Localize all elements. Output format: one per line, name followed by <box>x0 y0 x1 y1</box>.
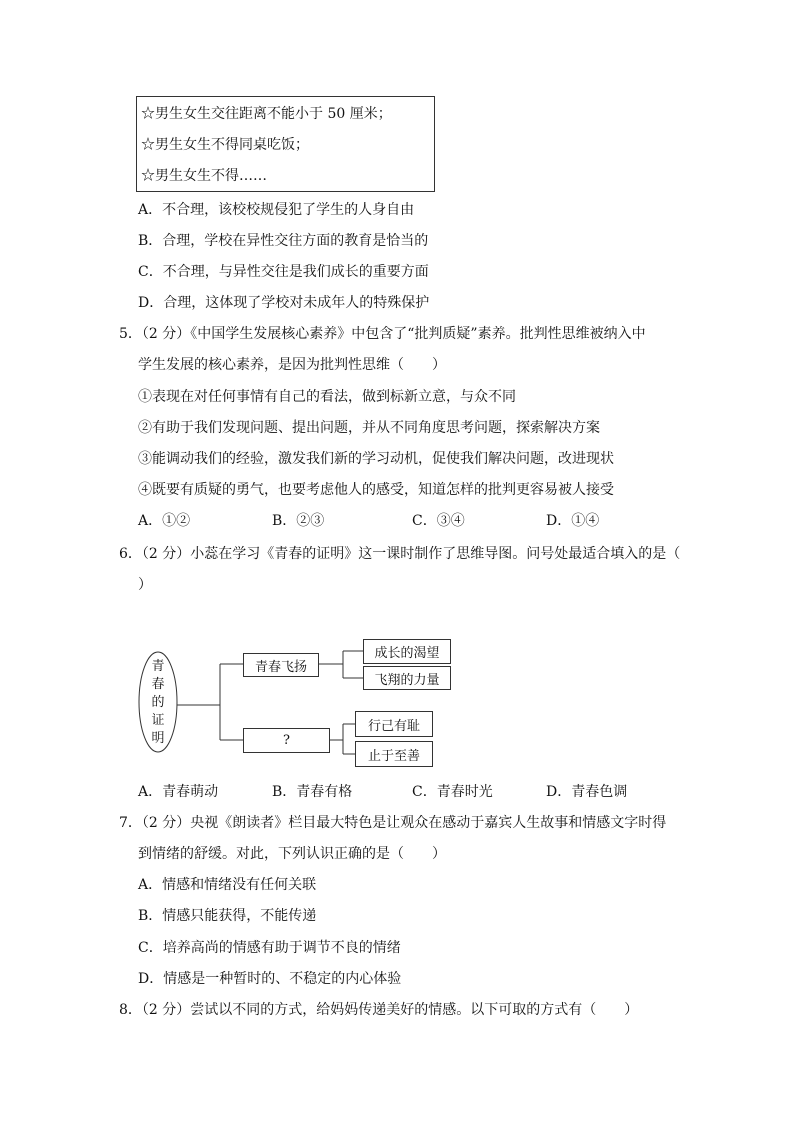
root-char: 的 <box>151 695 165 710</box>
root-char: 春 <box>151 677 165 692</box>
q7-stem-line1: 7．（2 分）央视《朗读者》栏目最大特色是让观众在感动于嘉宾人生故事和情感文字时得 <box>119 815 667 831</box>
q6-option-a[interactable]: A．青春萌动 <box>138 784 219 800</box>
branch-2-node-unknown: ? <box>243 728 330 753</box>
q7-option-b[interactable]: B．情感只能获得，不能传递 <box>138 908 317 924</box>
q5-item-3: ③能调动我们的经验，激发我们新的学习动机，促使我们解决问题，改进现状 <box>138 451 614 467</box>
root-char: 证 <box>151 713 165 728</box>
branch-1-leaf-2: 飞翔的力量 <box>363 666 451 690</box>
q6-option-c[interactable]: C．青春时光 <box>412 784 493 800</box>
q5-item-1: ①表现在对任何事情有自己的看法，做到标新立意，与众不同 <box>138 389 516 405</box>
school-rules-box <box>136 96 435 192</box>
q4-option-c[interactable]: C．不合理，与异性交往是我们成长的重要方面 <box>138 264 429 280</box>
q4-option-b[interactable]: B．合理，学校在异性交往方面的教育是恰当的 <box>138 233 429 249</box>
q6-stem-line2: ） <box>138 577 152 593</box>
q5-option-d[interactable]: D．①④ <box>546 513 600 529</box>
q5-option-a[interactable]: A．①② <box>138 513 191 529</box>
q6-stem-line1: 6．（2 分）小蕊在学习《青春的证明》这一课时制作了思维导图。问号处最适合填入的是（ <box>119 546 681 562</box>
q5-option-c[interactable]: C．③④ <box>412 513 465 529</box>
q6-option-d[interactable]: D．青春色调 <box>546 784 628 800</box>
q6-option-b[interactable]: B．青春有格 <box>272 784 353 800</box>
q5-item-2: ②有助于我们发现问题、提出问题，并从不同角度思考问题，探索解决方案 <box>138 420 600 436</box>
q4-option-d[interactable]: D．合理，这体现了学校对未成年人的特殊保护 <box>138 295 430 311</box>
branch-1-leaf-1: 成长的渴望 <box>363 639 451 664</box>
branch-2-leaf-1: 行己有耻 <box>355 711 433 737</box>
q5-item-4: ④既要有质疑的勇气，也要考虑他人的感受，知道怎样的批判更容易被人接受 <box>138 482 614 498</box>
q5-stem-line2: 学生发展的核心素养，是因为批判性思维（ ） <box>138 357 446 373</box>
q5-option-b[interactable]: B．②③ <box>272 513 325 529</box>
rule-line: ☆男生女生不得…… <box>141 168 267 184</box>
q8-stem-line1: 8．（2 分）尝试以不同的方式，给妈妈传递美好的情感。以下可取的方式有（ ） <box>119 1002 639 1018</box>
q5-stem-line1: 5．（2 分）《中国学生发展核心素养》中包含了“批判质疑”素养。批判性思维被纳入中 <box>119 326 646 342</box>
q7-stem-line2: 到情绪的舒缓。对此，下列认识正确的是（ ） <box>138 846 446 862</box>
q4-option-a[interactable]: A．不合理，该校校规侵犯了学生的人身自由 <box>138 202 415 218</box>
root-char: 明 <box>151 731 165 746</box>
branch-2-leaf-2: 止于至善 <box>355 741 433 767</box>
rule-line: ☆男生女生交往距离不能小于 50 厘米； <box>141 106 392 122</box>
branch-1-node: 青春飞扬 <box>243 653 319 677</box>
q7-option-c[interactable]: C．培养高尚的情感有助于调节不良的情绪 <box>138 940 401 956</box>
rule-line: ☆男生女生不得同桌吃饭； <box>141 137 309 153</box>
q7-option-d[interactable]: D．情感是一种暂时的、不稳定的内心体验 <box>138 971 402 987</box>
root-char: 青 <box>151 659 165 674</box>
q7-option-a[interactable]: A．情感和情绪没有任何关联 <box>138 877 317 893</box>
